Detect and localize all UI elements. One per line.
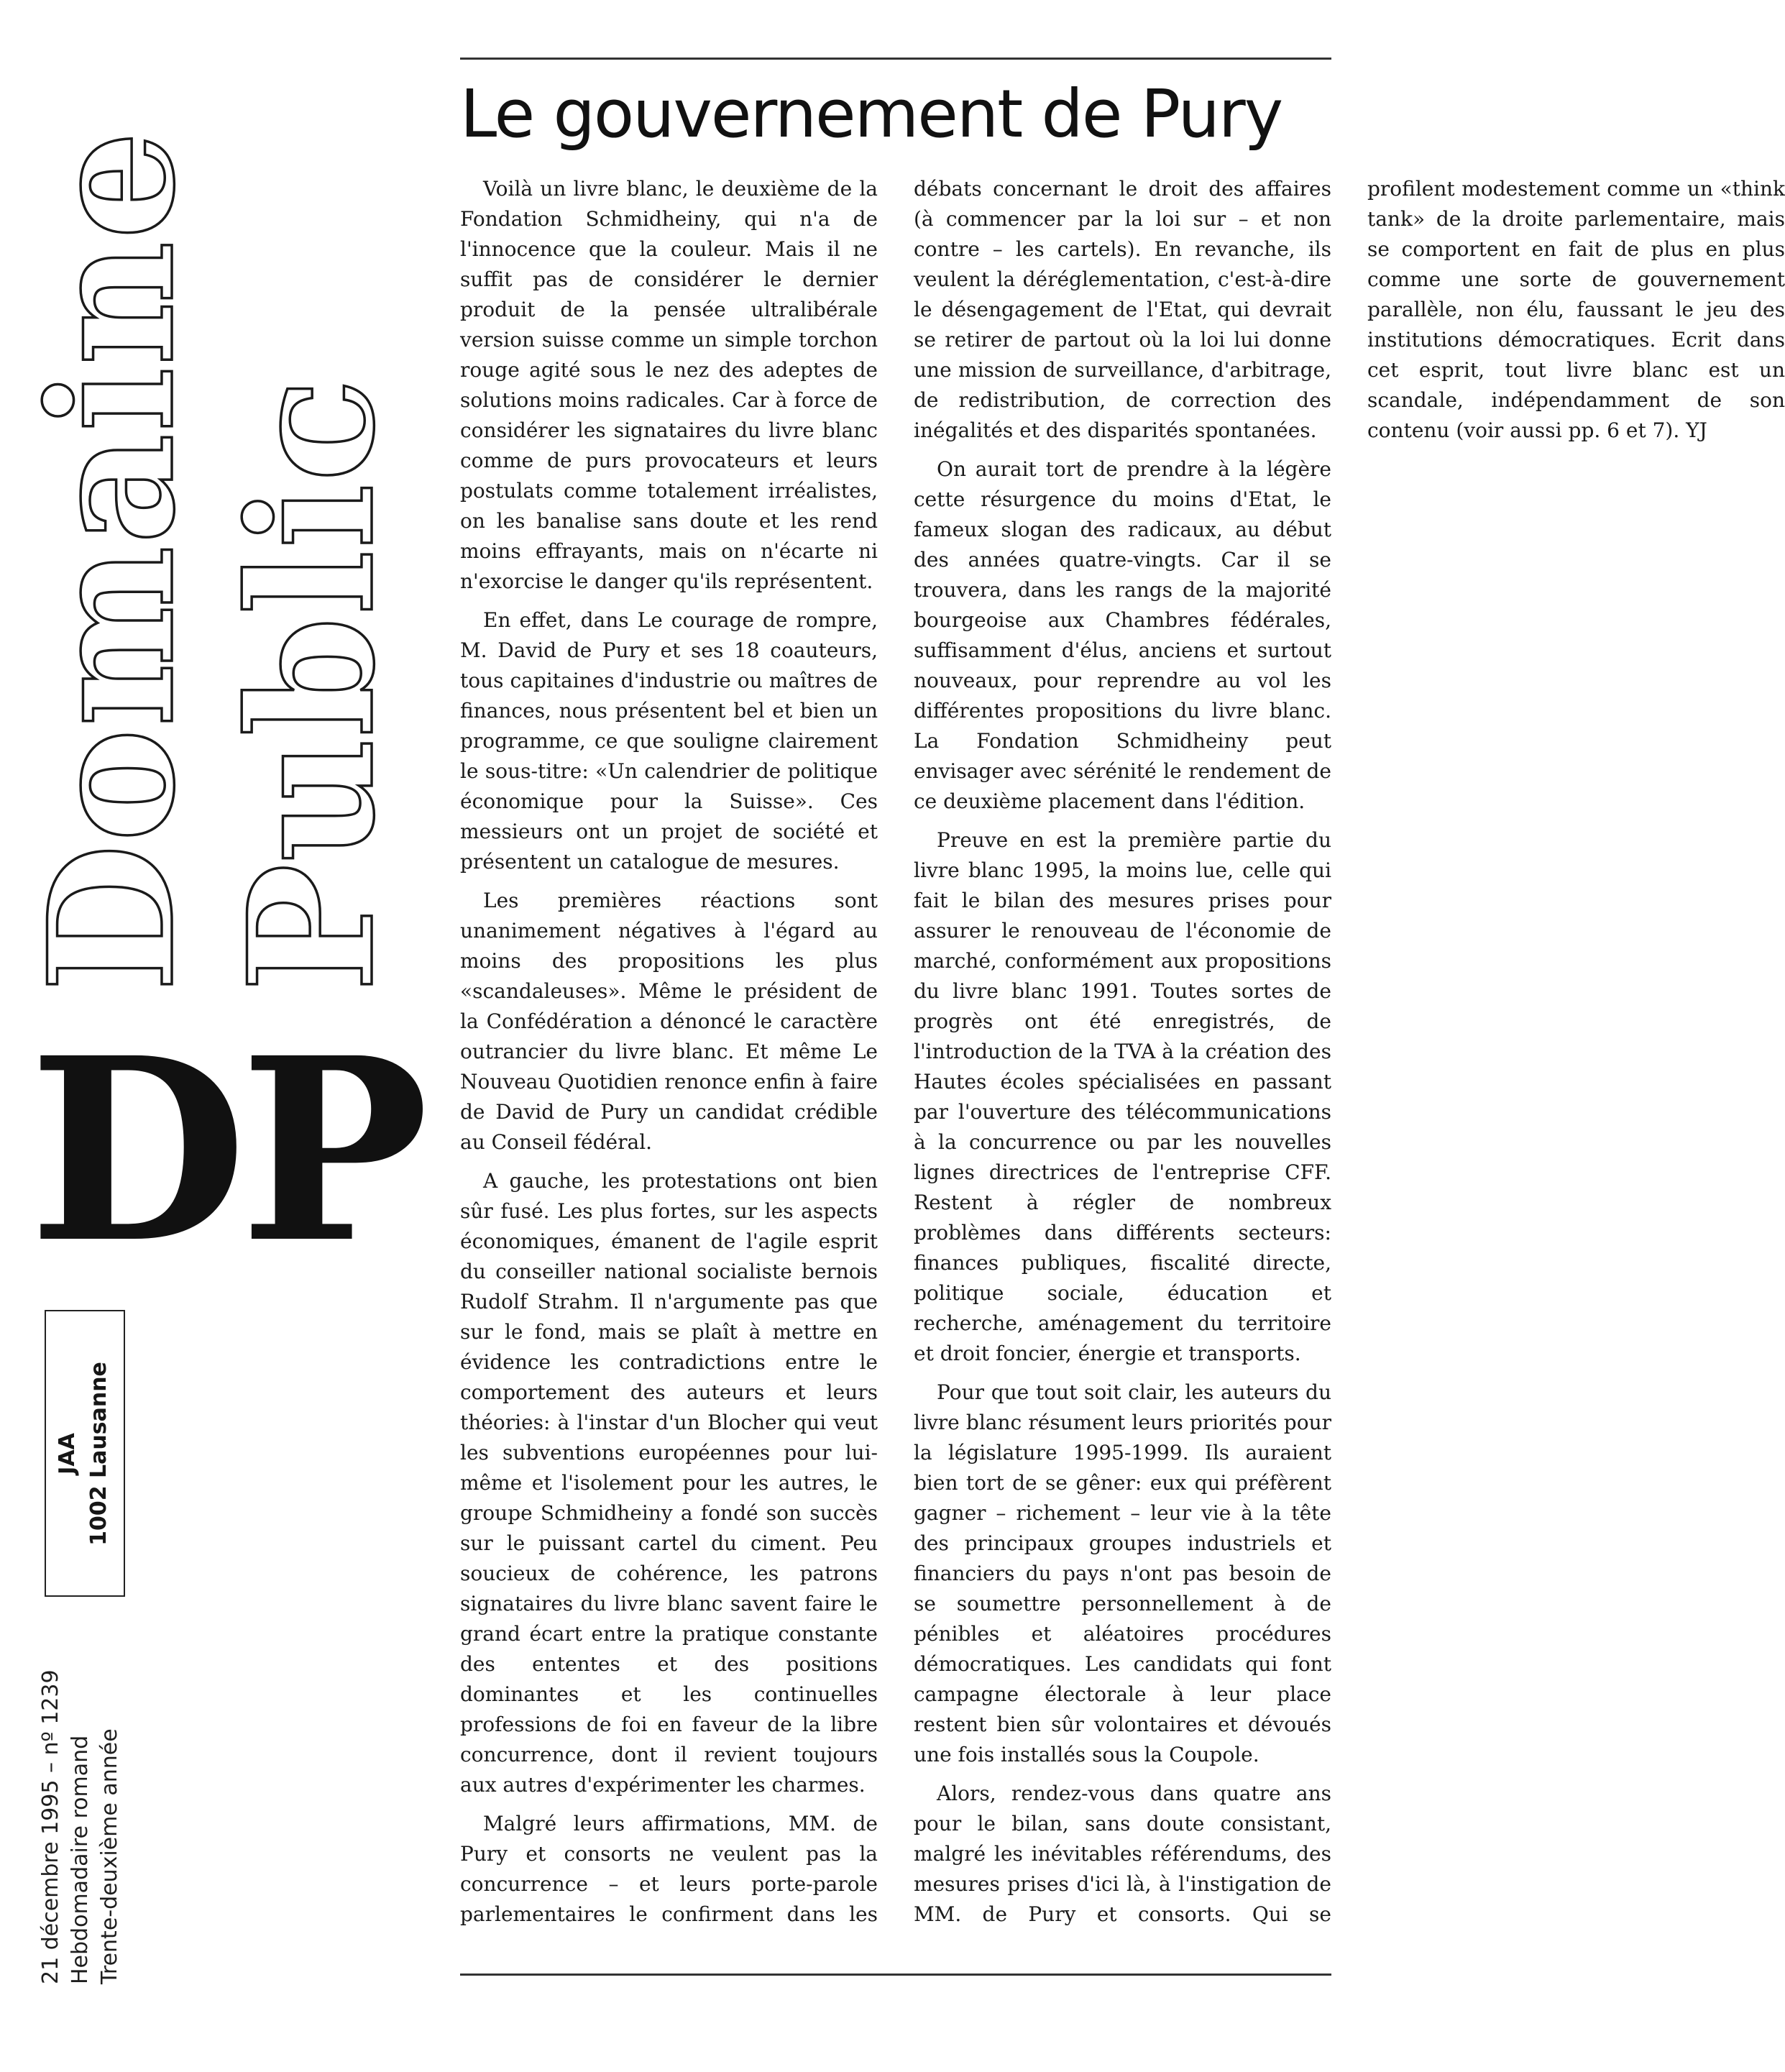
article-paragraph: Pour que tout soit clair, les auteurs du livre blanc résument leurs priorités pour la législature 1995-1999. Ils auraient bien tort de se gêner: eux qui préfèrent gagner – richement – leur vie à la tête des principaux groupes industriels et financiers du pays n'ont pas besoin de se soumettre personnellement à de pénibles et aléatoires procédures démocratiques. Les candidats qui font campagne électorale à leur place restent bien sûr volontaires et dévoués une fois installés sous la Coupole.: [914, 1380, 1331, 1766]
issue-info: [36, 1669, 124, 1984]
masthead: [0, 0, 446, 2072]
dp-logo: DP: [29, 1002, 422, 1298]
masthead-title-domaine: Domaine: [12, 129, 213, 992]
postal-jaa: JAA: [55, 1433, 80, 1475]
article-paragraph: Malgré leurs affirmations, MM. de Pury et consorts ne veulent pas la concurrence – et leurs porte-parole parlementaires le confirment dans les débats concernant le droit des affaires (à commencer par la loi sur – et non contre – les cartels). En revanche, ils veulent la déréglementation, c'est-à-dire le désengagement de l'Etat, qui devrait se retirer de partout où la loi lui donne une mission de surveillance, d'arbitrage, de redistribution, de correction des inégalités et des disparités spontanées.: [460, 177, 1331, 1926]
issue-frequency: Hebdomadaire romand: [68, 1735, 93, 1984]
postal-city: 1002 Lausanne: [86, 1362, 111, 1546]
article-body: [460, 174, 1785, 1950]
postal-text: [52, 1317, 115, 1590]
issue-year: Trente-deuxième année: [97, 1728, 122, 1984]
article-paragraph: A gauche, les protestations ont bien sûr fusé. Les plus fortes, sur les aspects économiques, émanent de l'agile esprit du conseiller national socialiste bernois Rudolf Strahm. Il n'argumente pas que sur le fond, mais se plaît à mettre en évidence les contradictions entre le comportement des auteurs et leurs théories: à l'instar d'un Blocher qui veut les subventions européennes pour lui-même et l'isolement pour les autres, le groupe Schmidheiny a fondé son succès sur le puissant cartel du ciment. Peu soucieux de cohérence, les patrons signataires du livre blanc savent faire le grand écart entre la pratique constante des ententes et des positions dominantes et les continuelles professions de foi en faveur de la libre concurrence, dont il revient toujours aux autres d'expérimenter les charmes.: [460, 1169, 878, 1797]
bottom-rule: [460, 1974, 1331, 1976]
issue-date-number: 21 décembre 1995 – nº 1239: [38, 1669, 63, 1984]
article-paragraph: On aurait tort de prendre à la légère cette résurgence du moins d'Etat, le fameux slogan des radicaux, au début des années quatre-vingts. Car il se trouvera, dans les rangs de la majorité bourgeoise aux Chambres fédérales, suffisamment d'élus, anciens et surtout nouveaux, pour reprendre au vol les différentes propositions du livre blanc. La Fondation Schmidheiny peut envisager avec sérénité le rendement de ce deuxième placement dans l'édition.: [914, 457, 1331, 813]
article-paragraph: Les premières réactions sont unanimement négatives à l'égard au moins des propositions les plus «scandaleuses». Même le président de la Confédération a dénoncé le caractère outrancier du livre blanc. Et même Le Nouveau Quotidien renonce enfin à faire de David de Pury un candidat crédible au Conseil fédéral.: [460, 889, 878, 1154]
postal-box: [45, 1310, 125, 1597]
masthead-title-public: Public: [212, 376, 413, 992]
article-paragraph: Voilà un livre blanc, le deuxième de la Fondation Schmidheiny, qui n'a de l'innocence que la couleur. Mais il ne suffit pas de considérer le dernier produit de la pensée ultralibérale version suisse comme un simple torchon rouge agité sous le nez des adeptes de solutions moins radicales. Car à force de considérer les signataires du livre blanc comme de purs provocateurs et leurs postulats comme totalement irréalistes, on les banalise sans doute et les rend moins effrayants, mais on n'écarte ni n'exorcise le danger qu'ils représentent.: [460, 177, 878, 593]
article-paragraph: En effet, dans Le courage de rompre, M. David de Pury et ses 18 coauteurs, tous capitaines d'industrie ou maîtres de finances, nous présentent bel et bien un programme, ce que souligne clairement le sous-titre: «Un calendrier de politique économique pour la Suisse». Ces messieurs ont un projet de société et présentent un catalogue de mesures.: [460, 608, 878, 874]
article-paragraph: Preuve en est la première partie du livre blanc 1995, la moins lue, celle qui fait le bilan des mesures prises pour assurer le renouveau de l'économie de marché, conformément aux propositions du livre blanc 1991. Toutes sortes de progrès ont été enregistrés, de l'introduction de la TVA à la création des Hautes écoles spécialisées en passant par l'ouverture des télécommunications à la concurrence ou par les nouvelles lignes directrices de l'entreprise CFF. Restent à régler de nombreux problèmes dans différents secteurs: finances publiques, fiscalité directe, politique sociale, éducation et recherche, aménagement du territoire et droit foncier, énergie et transports.: [914, 828, 1331, 1365]
article-headline: Le gouvernement de Pury: [460, 75, 1282, 152]
article-paragraph: Alors, rendez-vous dans quatre ans pour le bilan, sans doute consistant, malgré les inévitables référendums, des mesures prises d'ici là, à l'instigation de MM. de Pury et consorts. Qui se profilent modestement comme un «think tank» de la droite parlementaire, mais se comportent en fait de plus en plus comme une sorte de gouvernement parallèle, non élu, faussant le jeu des institutions démocratiques. Ecrit dans cet esprit, tout livre blanc est un scandale, indépendamment de son contenu (voir aussi pp. 6 et 7). YJ: [914, 177, 1785, 1926]
top-rule: [460, 58, 1331, 60]
